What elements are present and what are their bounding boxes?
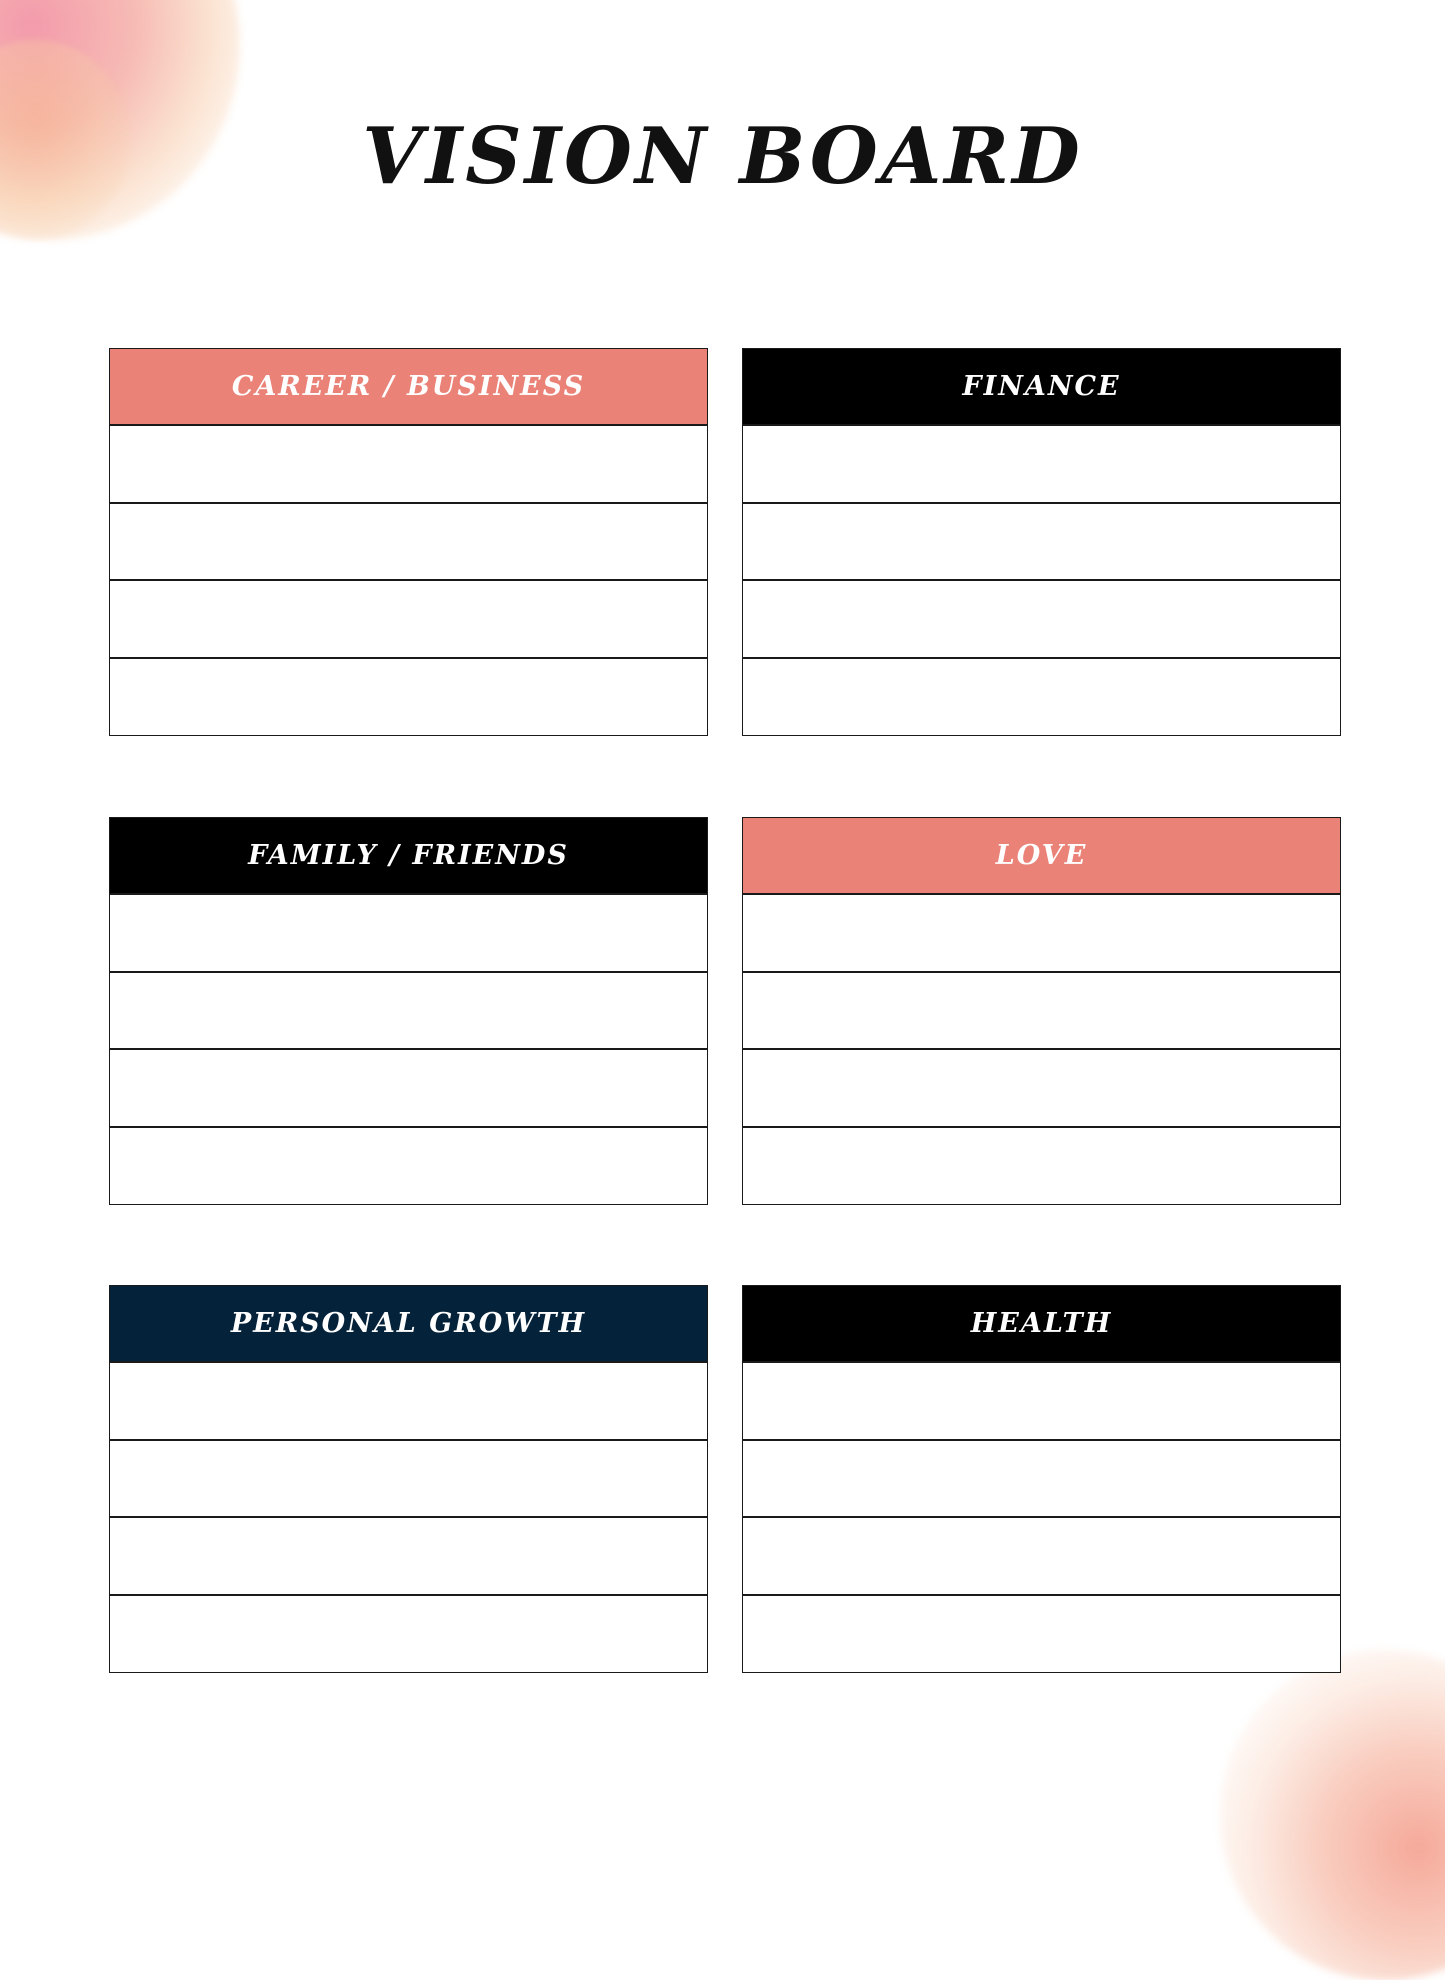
card-career-business [109,348,708,736]
card-health [742,1285,1341,1673]
card-entry-line[interactable] [743,1363,1340,1441]
card-family-friends [109,817,708,1205]
card-personal-growth [109,1285,708,1673]
card-entry-line[interactable] [743,581,1340,659]
card-entry-line[interactable] [110,973,707,1051]
card-entry-line[interactable] [743,659,1340,737]
card-header: PERSONAL GROWTH [110,1286,707,1363]
card-entry-line[interactable] [743,1518,1340,1596]
card-entry-line[interactable] [110,1596,707,1674]
card-entry-line[interactable] [743,1596,1340,1674]
card-entry-line[interactable] [110,1363,707,1441]
card-entry-line[interactable] [110,1050,707,1128]
page-title: VISION BOARD [362,111,1083,202]
card-header: FAMILY / FRIENDS [110,818,707,895]
card-entry-line[interactable] [743,1441,1340,1519]
card-entry-line[interactable] [110,659,707,737]
card-entry-line[interactable] [110,581,707,659]
card-header: FINANCE [743,349,1340,426]
card-entry-line[interactable] [743,1128,1340,1206]
card-love [742,817,1341,1205]
card-entry-line[interactable] [743,1050,1340,1128]
card-entry-line[interactable] [110,1441,707,1519]
card-header: CAREER / BUSINESS [110,349,707,426]
card-entry-line[interactable] [110,504,707,582]
card-header: LOVE [743,818,1340,895]
card-entry-line[interactable] [743,973,1340,1051]
card-entry-line[interactable] [110,426,707,504]
card-finance [742,348,1341,736]
card-entry-line[interactable] [110,895,707,973]
card-entry-line[interactable] [743,426,1340,504]
card-entry-line[interactable] [110,1518,707,1596]
card-header: HEALTH [743,1286,1340,1363]
card-entry-line[interactable] [743,895,1340,973]
watercolor-decoration-bottom-right [1220,1650,1445,1980]
card-entry-line[interactable] [743,504,1340,582]
card-entry-line[interactable] [110,1128,707,1206]
